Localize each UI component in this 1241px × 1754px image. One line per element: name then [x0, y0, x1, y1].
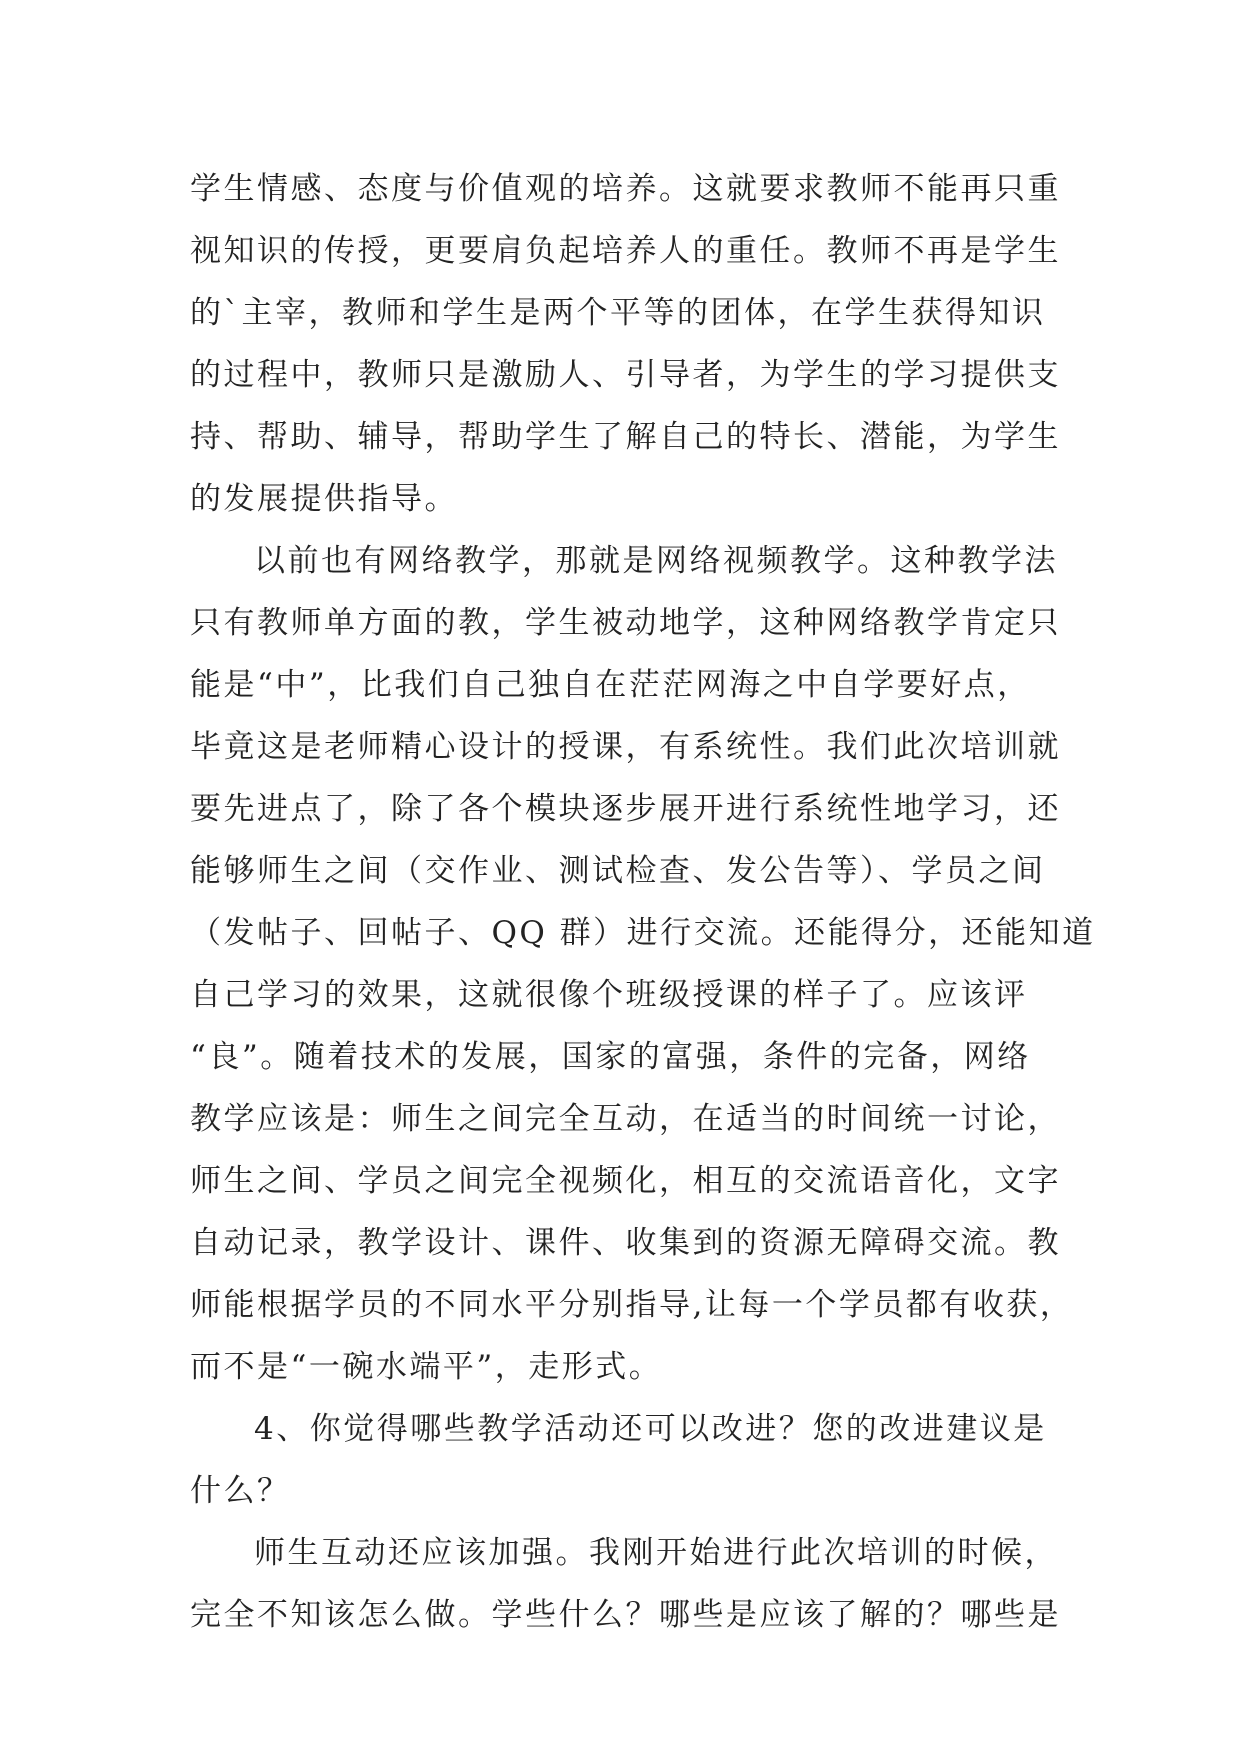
text-line: 毕竟这是老师精心设计的授课，有系统性。我们此次培训就	[190, 729, 1061, 765]
document-body	[190, 158, 1096, 1646]
text-line: 的`主宰，教师和学生是两个平等的团体，在学生获得知识	[190, 295, 1046, 331]
text-line: 师能根据学员的不同水平分别指导,让每一个学员都有收获，	[190, 1287, 1074, 1323]
text-line: 什么？	[190, 1473, 291, 1509]
text-line: 4、你觉得哪些教学活动还可以改进？您的改进建议是	[254, 1411, 1047, 1447]
text-line: 完全不知该怎么做。学些什么？哪些是应该了解的？哪些是	[190, 1597, 1061, 1633]
paragraph	[190, 1398, 1050, 1522]
text-line: 只有教师单方面的教，学生被动地学，这种网络教学肯定只	[190, 605, 1061, 641]
text-line: 持、帮助、辅导，帮助学生了解自己的特长、潜能，为学生	[190, 419, 1061, 455]
text-line: 学生情感、态度与价值观的培养。这就要求教师不能再只重	[190, 171, 1061, 207]
text-line: （发帖子、回帖子、QQ 群）进行交流。还能得分，还能知道	[190, 915, 1096, 951]
text-line: 自己学习的效果，这就很像个班级授课的样子了。应该评	[190, 977, 1028, 1013]
text-line: 能够师生之间（交作业、测试检查、发公告等）、学员之间	[190, 853, 1046, 889]
paragraph	[190, 1522, 1061, 1646]
text-line: 能是“中”，比我们自己独自在茫茫网海之中自学要好点，	[190, 667, 1031, 703]
text-line: 以前也有网络教学，那就是网络视频教学。这种教学法	[254, 543, 1058, 579]
text-line: 而不是“一碗水端平”，走形式。	[190, 1349, 663, 1385]
text-line: 自动记录，教学设计、课件、收集到的资源无障碍交流。教	[190, 1225, 1061, 1261]
paragraph	[190, 530, 1096, 1398]
text-line: 师生互动还应该加强。我刚开始进行此次培训的时候，	[254, 1535, 1058, 1571]
text-line: 的发展提供指导。	[190, 481, 458, 517]
paragraph	[190, 158, 1061, 530]
text-line: 的过程中，教师只是激励人、引导者，为学生的学习提供支	[190, 357, 1061, 393]
text-line: 视知识的传授，更要肩负起培养人的重任。教师不再是学生	[190, 233, 1061, 269]
text-line: 要先进点了，除了各个模块逐步展开进行系统性地学习，还	[190, 791, 1061, 827]
text-line: “良”。随着技术的发展，国家的富强，条件的完备，网络	[190, 1039, 1031, 1075]
text-line: 师生之间、学员之间完全视频化，相互的交流语音化，文字	[190, 1163, 1061, 1199]
text-line: 教学应该是：师生之间完全互动，在适当的时间统一讨论，	[190, 1101, 1061, 1137]
